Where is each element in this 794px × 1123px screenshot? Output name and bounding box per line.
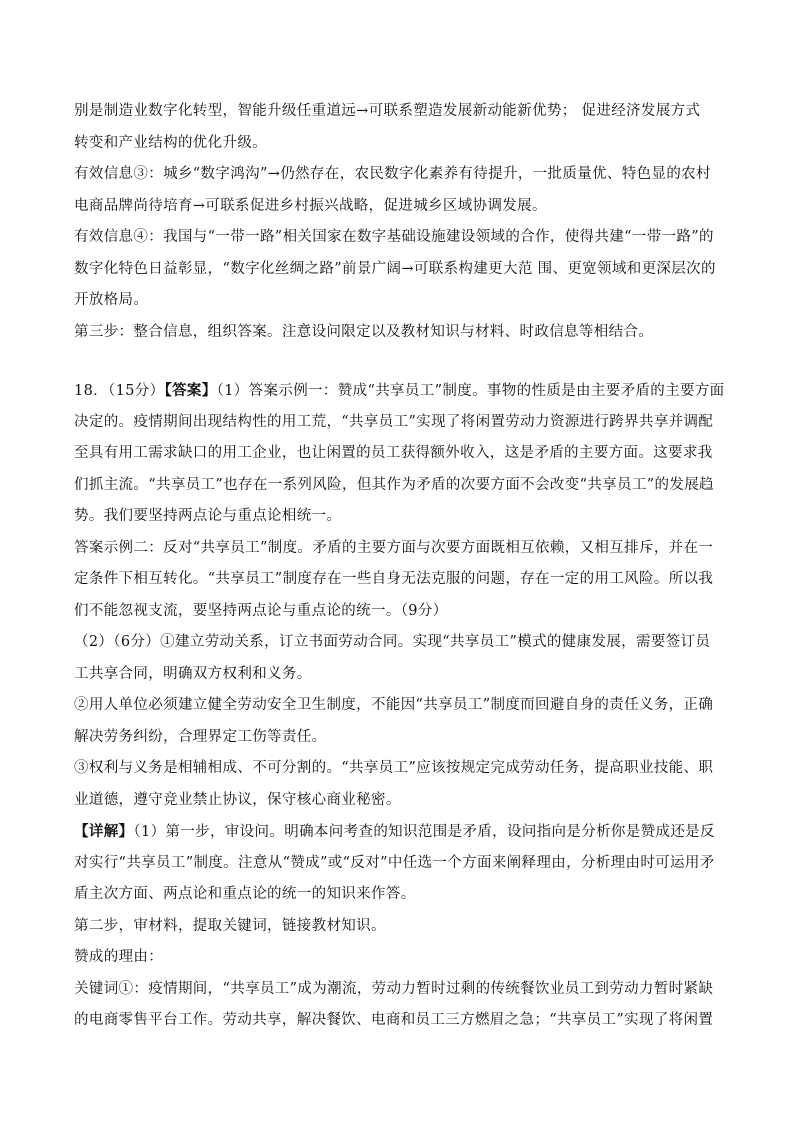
text-line: 有效信息③：城乡“数字鸿沟”→仍然存在，农民数字化素养有待提升，一批质量优、特色显的农村 xyxy=(74,166,711,182)
paragraph-gap xyxy=(74,348,674,375)
text-line: 的电商零售平台工作。劳动共享，解决餐饮、电商和员工三方燃眉之急；“共享员工”实现了将闲置 xyxy=(74,1012,714,1028)
text-line: 解决劳务纠纷，合理界定工伤等责任。 xyxy=(74,728,327,745)
text-line: 别是制造业数字化转型，智能升级任重道远→可联系塑造发展新动能新优势； 促进经济发展方式 xyxy=(74,103,701,119)
text-line: 定条件下相互转化。“共享员工”制度存在一些自身无法克服的问题，存在一定的用工风险。所以我 xyxy=(74,571,714,587)
text-line: 第二步，审材料，提取关键词，链接教材知识。 xyxy=(74,917,386,934)
answer-heading-line xyxy=(74,375,725,407)
text-line: 电商品牌尚待培育→可联系促进乡村振兴战略，促进城乡区域协调发展。 xyxy=(74,197,547,214)
text-line: 赞成的理由： xyxy=(74,949,164,965)
text-line: 关键词①：疫情期间，“共享员工”成为潮流，劳动力暂时过剩的传统餐饮业员工到劳动力暂时紧缺 xyxy=(74,980,714,997)
text-line: ②用人单位必须建立健全劳动安全卫生制度，不能因“共享员工”制度而回避自身的责任义务，正确 xyxy=(74,697,714,713)
detail-heading-line xyxy=(74,816,715,848)
text-line: 业道德，遵守竞业禁止协议，保守核心商业秘密。 xyxy=(74,791,401,808)
answer-text: （1）答案示例一：赞成“共享员工”制度。事物的性质是由主要矛盾的主要方面 xyxy=(216,383,725,399)
question-score: （15分） xyxy=(108,383,165,399)
text-line: 开放格局。 xyxy=(74,292,149,308)
question-number: 18． xyxy=(74,383,109,399)
detail-tag: 【详解】 xyxy=(74,823,134,840)
text-line: 有效信息④：我国与“一带一路”相关国家在数字基础设施建设领域的合作，使得共建“一带一路”的 xyxy=(74,229,714,245)
text-line: ③权利与义务是相辅相成、不可分割的。“共享员工”应该按规定完成劳动任务，提高职业技能、职 xyxy=(74,760,714,776)
detail-text: （1）第一步，审设问。明确本问考查的知识范围是矛盾，设问指向是分析你是赞成还是反 xyxy=(133,824,715,840)
text-line: 答案示例二：反对“共享员工”制度。矛盾的主要方面与次要方面既相互依赖，又相互排斥，并在一 xyxy=(74,539,714,556)
analysis-continuation xyxy=(74,96,716,348)
text-line: 第三步：整合信息，组织答案。注意设问限定以及教材知识与材料、时政信息等相结合。 xyxy=(74,323,654,340)
text-line: 数字化特色日益彰显，“数字化丝绸之路”前景广阔→可联系构建更大范 围、更宽领域和更深层次的 xyxy=(74,260,716,277)
text-line: 转变和产业结构的优化升级。 xyxy=(74,134,268,151)
text-line: 们抓主流。“共享员工”也存在一系列风险，但其作为矛盾的次要方面不会改变“共享员工”的发展趋 xyxy=(74,476,714,493)
text-line: （2）（6分）①建立劳动关系，订立书面劳动合同。实现“共享员工”模式的健康发展，需要签订员 xyxy=(74,634,711,650)
document-body xyxy=(74,96,725,1037)
text-line: 决定的。疫情期间出现结构性的用工荒，“共享员工”实现了将闲置劳动力资源进行跨界共享并调配 xyxy=(74,413,714,430)
text-line: 对实行“共享员工”制度。注意从“赞成”或“反对”中任选一个方面来阐释理由，分析理由时可运用矛 xyxy=(74,854,715,871)
question-18-answer xyxy=(74,375,725,1037)
text-line: 工共享合同，明确双方权利和义务。 xyxy=(74,665,312,682)
text-line: 至具有用工需求缺口的用工企业，也让闲置的员工获得额外收入，这是矛盾的主要方面。这要求我 xyxy=(74,445,713,461)
text-line: 势。我们要坚持两点论与重点论相统一。 xyxy=(74,508,342,524)
text-line: 们不能忽视支流，要坚持两点论与重点论的统一。（9分） xyxy=(74,602,448,619)
answer-tag: 【答案】 xyxy=(164,382,217,399)
text-line: 盾主次方面、两点论和重点论的统一的知识来作答。 xyxy=(74,886,416,902)
